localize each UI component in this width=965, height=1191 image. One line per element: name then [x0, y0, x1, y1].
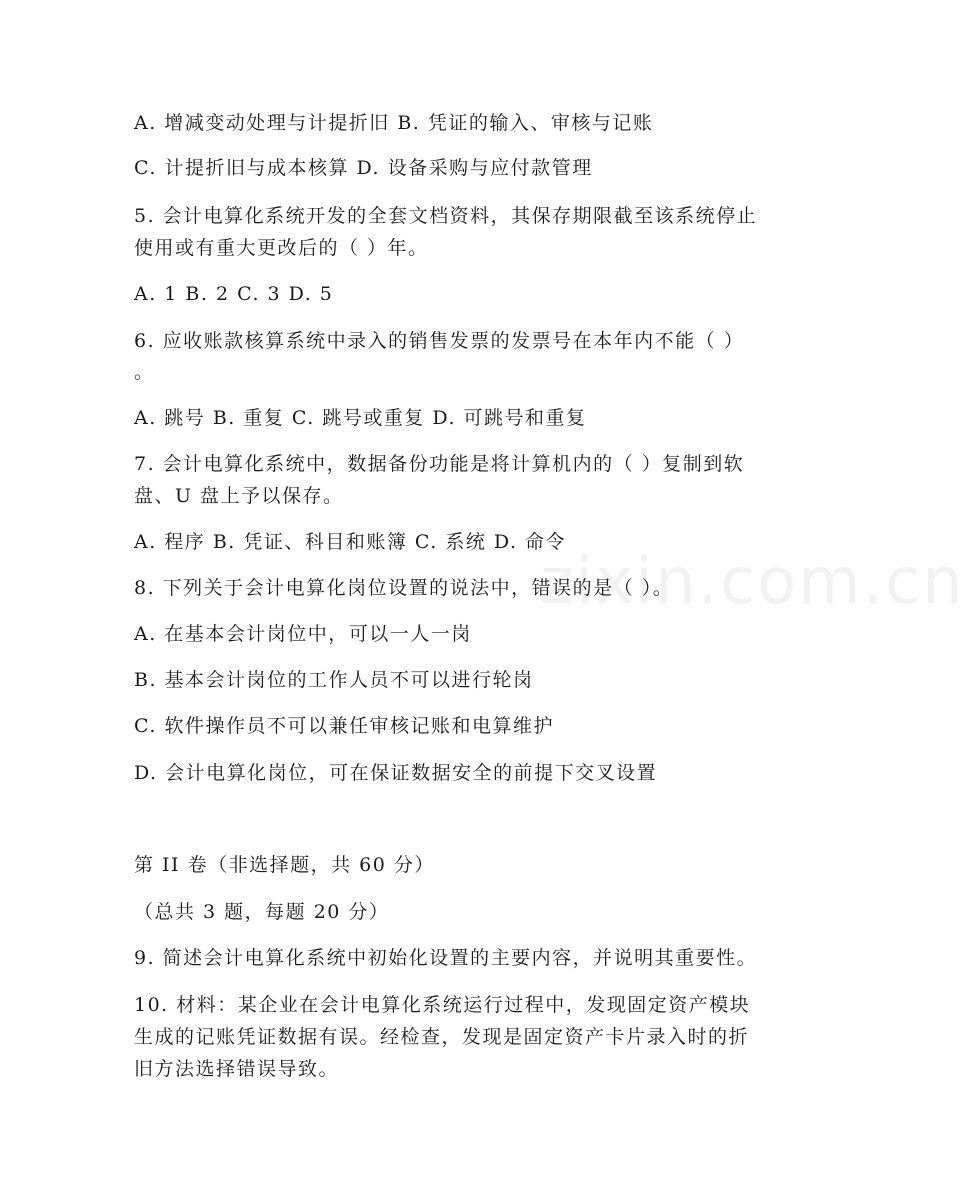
q8-option-c: C. 软件操作员不可以兼任审核记账和电算维护 — [134, 715, 554, 737]
watermark: zixin.com.cn — [540, 545, 965, 619]
q10-text-line1: 10. 材料：某企业在会计电算化系统运行过程中，发现固定资产模块 — [134, 994, 751, 1016]
section-heading: 第 II 卷（非选择题，共 60 分） — [134, 854, 435, 876]
q6-text-line2: 。 — [134, 361, 155, 383]
q7-text-line2: 盘、U 盘上予以保存。 — [134, 485, 344, 507]
section-note: （总共 3 题，每题 20 分） — [134, 901, 390, 923]
q8-option-b: B. 基本会计岗位的工作人员不可以进行轮岗 — [134, 669, 534, 691]
q8-option-a: A. 在基本会计岗位中，可以一人一岗 — [134, 623, 472, 645]
q7-text-line1: 7. 会计电算化系统中，数据备份功能是将计算机内的（ ）复制到软 — [134, 453, 745, 475]
q5-text-line1: 5. 会计电算化系统开发的全套文档资料，其保存期限截至该系统停止 — [134, 205, 758, 227]
q6-text-line1: 6. 应收账款核算系统中录入的销售发票的发票号在本年内不能（ ） — [134, 330, 745, 352]
q5-options: A. 1 B. 2 C. 3 D. 5 — [134, 283, 334, 305]
q10-text-line3: 旧方法选择错误导致。 — [134, 1058, 340, 1080]
q8-text: 8. 下列关于会计电算化岗位设置的说法中，错误的是（ ）。 — [134, 577, 674, 599]
q5-text-line2: 使用或有重大更改后的（ ）年。 — [134, 237, 429, 259]
q4-options-ab: A. 增减变动处理与计提折旧 B. 凭证的输入、审核与记账 — [134, 112, 654, 134]
q6-options: A. 跳号 B. 重复 C. 跳号或重复 D. 可跳号和重复 — [134, 407, 587, 429]
q8-option-d: D. 会计电算化岗位，可在保证数据安全的前提下交叉设置 — [134, 762, 658, 784]
q10-text-line2: 生成的记账凭证数据有误。经检查，发现是固定资产卡片录入时的折 — [134, 1026, 750, 1048]
q7-options: A. 程序 B. 凭证、科目和账簿 C. 系统 D. 命令 — [134, 531, 567, 553]
q4-options-cd: C. 计提折旧与成本核算 D. 设备采购与应付款管理 — [134, 157, 593, 179]
q9-text: 9. 简述会计电算化系统中初始化设置的主要内容，并说明其重要性。 — [134, 947, 758, 969]
